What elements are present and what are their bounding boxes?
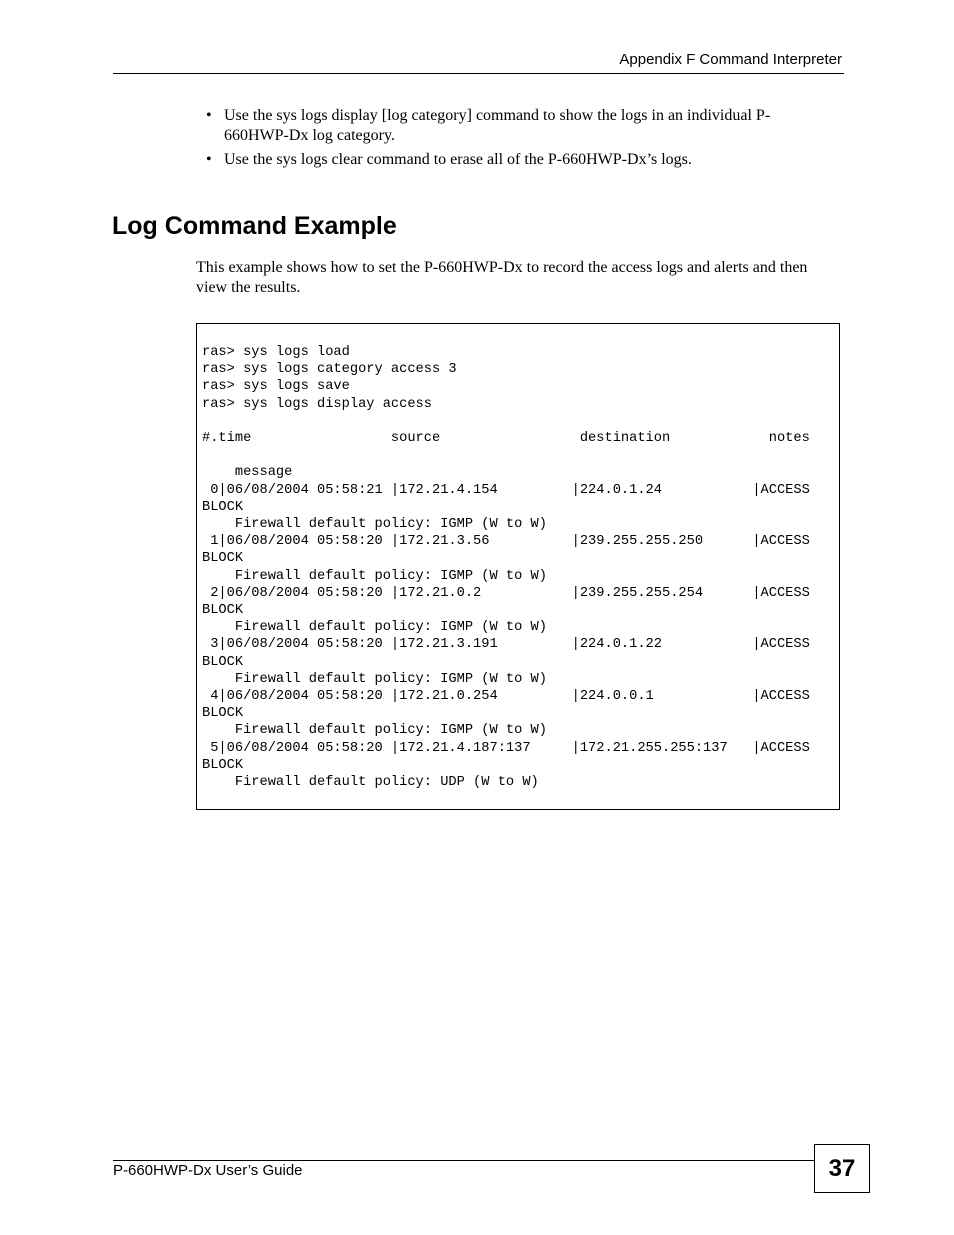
bullet-list	[206, 106, 816, 174]
code-line: 1|06/08/2004 05:58:20 |172.21.3.56 |239.255.255.250 |ACCESS	[202, 534, 810, 550]
code-line: Firewall default policy: IGMP (W to W)	[202, 723, 547, 739]
code-line: 2|06/08/2004 05:58:20 |172.21.0.2 |239.255.255.254 |ACCESS	[202, 585, 810, 601]
code-line: BLOCK	[202, 757, 244, 773]
intro-paragraph: This example shows how to set the P-660HWP-Dx to record the access logs and alerts and then view the results.	[196, 259, 808, 296]
code-line: BLOCK	[202, 551, 244, 567]
code-example-box	[196, 323, 840, 810]
code-line: Firewall default policy: IGMP (W to W)	[202, 517, 547, 533]
page-number: 37	[814, 1144, 870, 1193]
bullet-text: Use the sys logs clear command to erase all of the P-660HWP-Dx’s logs.	[224, 151, 692, 168]
code-line: BLOCK	[202, 654, 244, 670]
code-line: 0|06/08/2004 05:58:21 |172.21.4.154 |224.0.1.24 |ACCESS	[202, 482, 810, 498]
code-line: #.time source destination notes	[202, 431, 810, 447]
code-line: Firewall default policy: IGMP (W to W)	[202, 671, 547, 687]
code-line: ras> sys logs display access	[202, 396, 432, 412]
list-item	[206, 150, 816, 170]
footer-rule	[113, 1160, 814, 1161]
code-line: 3|06/08/2004 05:58:20 |172.21.3.191 |224.0.1.22 |ACCESS	[202, 637, 810, 653]
code-line: ras> sys logs category access 3	[202, 362, 457, 378]
code-line: Firewall default policy: IGMP (W to W)	[202, 568, 547, 584]
footer-guide-title: P-660HWP-Dx User’s Guide	[113, 1162, 303, 1179]
section-title: Log Command Example	[112, 212, 397, 240]
code-line: message	[202, 465, 293, 481]
bullet-text: Use the sys logs display [log category] command to show the logs in an individual P-660HWP-Dx log category.	[224, 107, 771, 144]
code-line: ras> sys logs save	[202, 379, 350, 395]
header-rule	[113, 73, 844, 74]
code-line: BLOCK	[202, 499, 244, 515]
bullet-icon: •	[206, 107, 212, 124]
code-line: 5|06/08/2004 05:58:20 |172.21.4.187:137 |172.21.255.255:137 |ACCESS	[202, 740, 810, 756]
bullet-icon: •	[206, 151, 212, 168]
code-line: 4|06/08/2004 05:58:20 |172.21.0.254 |224.0.0.1 |ACCESS	[202, 689, 810, 705]
code-listing	[202, 344, 839, 791]
code-line: ras> sys logs load	[202, 345, 350, 360]
code-line: Firewall default policy: IGMP (W to W)	[202, 620, 547, 636]
running-header: Appendix F Command Interpreter	[619, 51, 842, 68]
list-item	[206, 106, 816, 146]
code-line: Firewall default policy: UDP (W to W)	[202, 775, 539, 791]
code-line: BLOCK	[202, 603, 244, 619]
code-line: BLOCK	[202, 706, 244, 722]
